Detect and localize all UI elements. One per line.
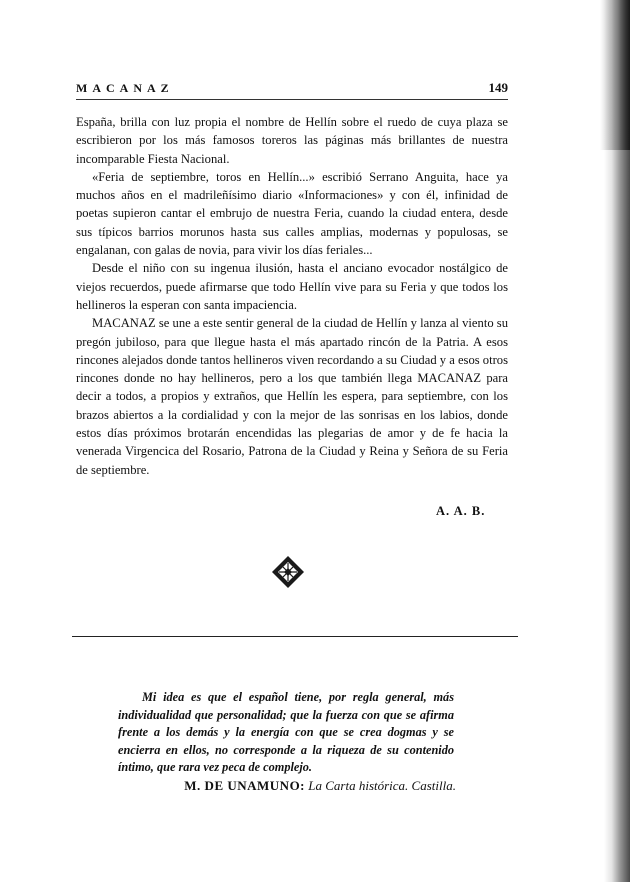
article-body <box>76 113 508 479</box>
paragraph: MACANAZ se une a este sentir general de la ciudad de Hellín y lanza al viento su pregón jubiloso, para que llegue hasta el más apartado rincón de la Patria. A esos rincones alejados donde tantos hellineros viven recordando a su Ciudad y a esos otros rincones donde no hay hellineros, pero a los que también llega MACANAZ para decir a todos, a propios y extraños, que Hellín les espera, para septiembre, con los brazos abiertos a la cordialidad y con la mejor de las sonrisas en los labios, donde estos días próximos brotarán encendidas las plegarias de amor y de fe hacia la venerada Virgencica del Rosario, Patrona de la Ciudad y Reina y Señora de su Feria de septiembre. <box>76 316 508 477</box>
running-title: MACANAZ <box>76 81 174 95</box>
diamond-ornament-icon <box>271 555 305 589</box>
page-number: 149 <box>488 80 508 95</box>
section-divider <box>72 636 518 637</box>
quote-text: Mi idea es que el español tiene, por regla general, más individualidad que personalidad; que la fuerza con que se afirma frente a los demás y la energía con que se crea dogmas y se encierra en ellos, no corresponde a la riqueza de su contenido íntimo, que rara vez peca de complejo. <box>118 690 454 774</box>
paragraph: España, brilla con luz propia el nombre de Hellín sobre el ruedo de cuya plaza se escribieron por los más famosos toreros las páginas más brillantes de nuestra incomparable Fiesta Nacional. <box>76 115 508 166</box>
quote-attribution <box>120 778 456 794</box>
running-header <box>76 80 508 100</box>
epigraph-quote <box>118 689 454 777</box>
quote-author: M. DE UNAMUNO: <box>184 778 306 793</box>
scan-edge-shadow-top <box>600 0 630 150</box>
quote-source: La Carta histórica. Castilla. <box>308 778 456 793</box>
article-signature: A. A. B. <box>436 504 486 518</box>
paragraph: «Feria de septiembre, toros en Hellín...» escribió Serrano Anguita, hace ya muchos años en el madrileñísimo diario «Informaciones» y con él, infinidad de poetas supieron cantar el embrujo de nuestra Feria, cuando la ciudad entera, desde sus típicos barrios morunos hasta sus calles amplias, modernas y populosas, se engalanan, con galas de novia, para vivir los días feriales... <box>76 169 508 258</box>
paragraph: Desde el niño con su ingenua ilusión, hasta el anciano evocador nostálgico de viejos recuerdos, puede afirmarse que todo Hellín vive para su Feria y que todos los hellineros la esperan con santa impaciencia. <box>76 261 508 312</box>
